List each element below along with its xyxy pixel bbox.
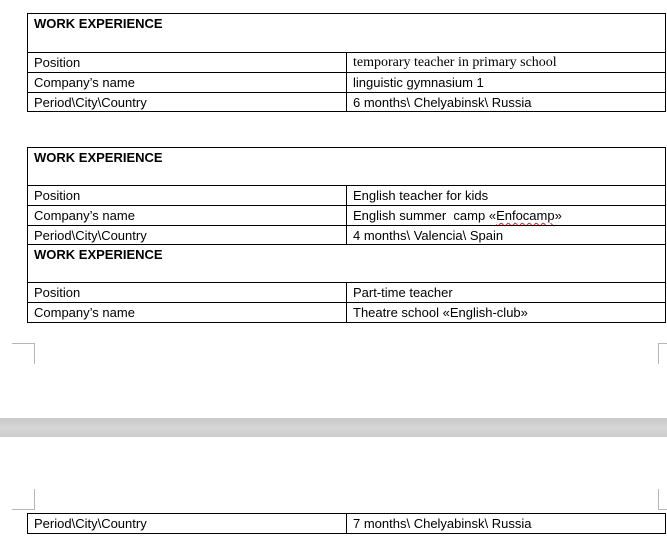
- table-row: [28, 225, 665, 244]
- page-separator: [0, 418, 667, 437]
- value-prefix: English summer camp «: [353, 208, 497, 223]
- row-value: 7 months\ Chelyabinsk\ Russia: [353, 516, 532, 531]
- row-value: [347, 206, 665, 225]
- work-experience-table-1: [27, 13, 666, 112]
- table-row: [28, 92, 665, 111]
- row-value: linguistic gymnasium 1: [353, 75, 484, 90]
- document-page-2: [0, 437, 667, 547]
- table-row: [28, 72, 665, 92]
- page-corner-mark: [658, 489, 667, 510]
- row-label: Period\City\Country: [28, 514, 347, 533]
- row-value: temporary teacher in primary school: [353, 54, 557, 70]
- page-corner-mark: [12, 343, 35, 364]
- row-label: Company’s name: [28, 73, 347, 92]
- row-value: 6 months\ Chelyabinsk\ Russia: [353, 94, 532, 110]
- row-value: 4 months\ Valencia\ Spain: [353, 227, 504, 243]
- table-row: [28, 185, 665, 205]
- row-value: Part-time teacher: [353, 285, 453, 300]
- spellcheck-word[interactable]: Enfocamp: [496, 208, 555, 223]
- row-label: Position: [28, 53, 347, 72]
- table-row: [28, 52, 665, 72]
- row-label: Position: [28, 283, 347, 302]
- row-label: Position: [28, 186, 347, 205]
- section-heading: WORK EXPERIENCE: [34, 150, 163, 165]
- value-suffix: »: [554, 208, 562, 223]
- work-experience-table-2-continued: [27, 513, 666, 534]
- work-experience-table-2: [27, 147, 666, 323]
- table-header-row: [28, 244, 665, 282]
- row-label: Period\City\Country: [28, 93, 347, 111]
- row-value: English teacher for kids: [353, 188, 489, 203]
- section-heading: WORK EXPERIENCE: [34, 247, 163, 262]
- page-corner-mark: [658, 343, 667, 364]
- table-row: [28, 205, 665, 225]
- table-header-row: [28, 148, 665, 185]
- row-label: Period\City\Country: [28, 226, 347, 244]
- row-value: Theatre school «English-club»: [353, 305, 528, 320]
- page-corner-mark: [12, 489, 35, 510]
- row-label: Company’s name: [28, 206, 347, 225]
- row-label: Company’s name: [28, 303, 347, 322]
- section-heading: WORK EXPERIENCE: [34, 16, 163, 31]
- table-row: [28, 302, 665, 322]
- table-row: [28, 514, 665, 533]
- table-header-row: [28, 14, 665, 52]
- table-row: [28, 282, 665, 302]
